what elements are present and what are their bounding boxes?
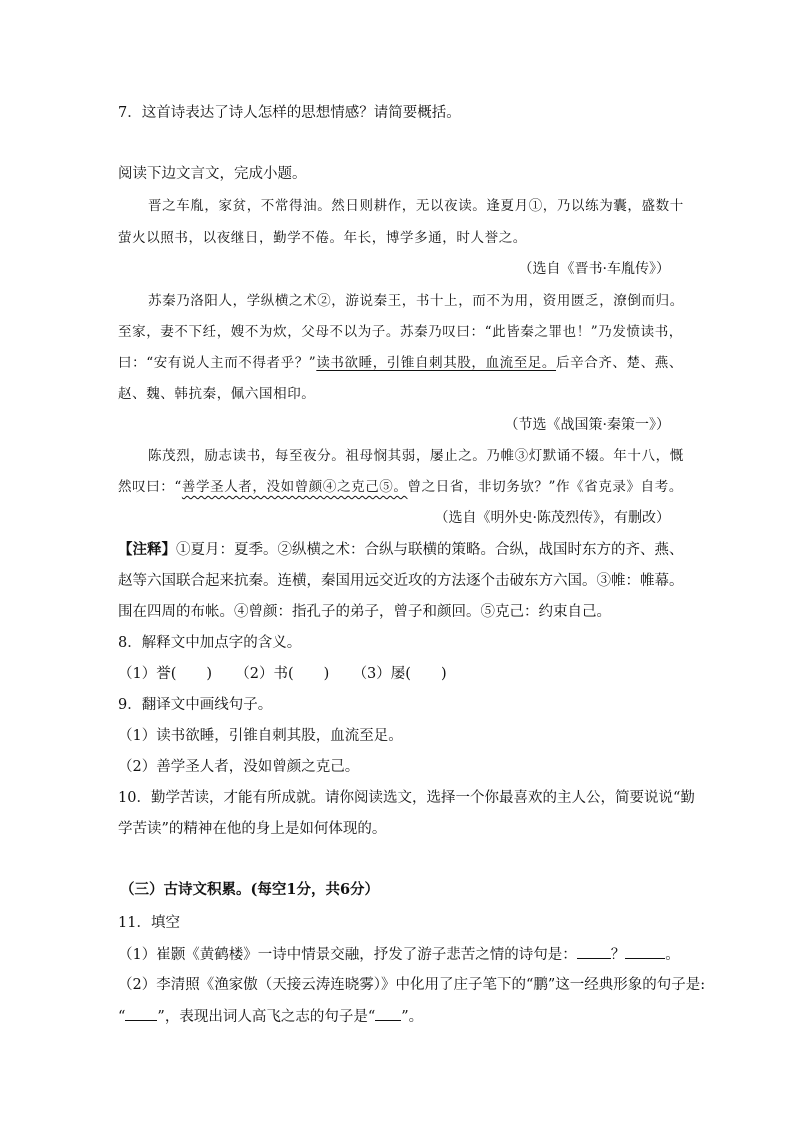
passage1-source: （选自《晋书·车胤传》）	[518, 261, 670, 277]
q11-item2-blank-1[interactable]	[125, 1006, 157, 1021]
passage3-line2-post: 曾之日省，非切务欤？”作《省克录》自考。	[407, 479, 683, 495]
q11-item2-line1: （2）李清照《渔家傲（天接云涛连晓雾）》中化用了庄子笔下的“鹏”这一经典形象的句子是:	[118, 977, 706, 993]
question-10-line1: 10．勤学苦读，才能有所成就。请你阅读选文，选择一个你最喜欢的主人公，简要说说“勤	[118, 790, 695, 806]
question-8-title: 8．解释文中加点字的含义。	[118, 635, 302, 651]
q8-item1-close: )	[206, 666, 213, 682]
notes-line3: 围在四周的布帐。④曾颜：指孔子的弟子，曾子和颜回。⑤克己：约束自己。	[118, 604, 611, 620]
passage2-line3-post: 后辛合齐、楚、燕、	[556, 355, 683, 371]
q11-item1-mid: ？	[610, 947, 626, 963]
q8-item2-close: )	[323, 666, 330, 682]
passage2-source: （节选《战国策·秦策一》）	[504, 417, 670, 433]
question-8-items	[118, 664, 447, 684]
q11-item2-line2	[118, 1006, 423, 1027]
question-9-title: 9．翻译文中画线句子。	[118, 697, 273, 713]
section-3-heading: （三）古诗文积累。(每空1分，共6分）	[120, 881, 380, 898]
q8-item3: （3）屡(	[352, 666, 411, 682]
passage1-line2: 萤火以照书，以夜继日，勤学不倦。年长，博学多通，时人誉之。	[118, 230, 527, 246]
q9-item2: （2）善学圣人者，没如曾颜之克己。	[118, 759, 360, 775]
notes-line2: 赵等六国联合起来抗秦。连横，秦国用远交近攻的方法逐个击破东方六国。③帷：帷幕。	[118, 573, 684, 589]
passage3-source: （选自《明外史·陈茂烈传》，有删改）	[434, 510, 670, 526]
passage2-line3	[118, 353, 683, 373]
passage2-line1: 苏秦乃洛阳人，学纵横之术②，游说秦王，书十上，而不为用，资用匮乏，潦倒而归。	[148, 293, 684, 309]
q11-item2-end: ”。	[401, 1009, 424, 1025]
q11-item1-end: 。	[665, 947, 680, 963]
q9-item1: （1）读书欲睡，引锥自刺其股，血流至足。	[118, 728, 403, 744]
passage2-underlined-sentence: 读书欲睡，引锥自刺其股，血流至足。	[316, 355, 557, 371]
question-10-line2: 学苦读”的精神在他的身上是如何体现的。	[118, 821, 387, 837]
q11-item2-blank-2[interactable]	[375, 1006, 401, 1021]
q11-item2-mid: ”，表现出词人高飞之志的句子是“	[157, 1009, 376, 1025]
q11-item1-blank-2[interactable]	[625, 944, 665, 959]
passage1-line1: 晋之车胤，家贫，不常得油。然日则耕作，无以夜读。逢夏月①，乃以练为囊，盛数十	[148, 198, 684, 214]
passage2-line4: 赵、魏、韩抗秦，佩六国相印。	[118, 386, 316, 402]
passage3-line1: 陈茂烈，励志读书，每至夜分。祖母悯其弱，屡止之。乃帷③灯默诵不辍。年十八，慨	[148, 448, 684, 464]
q11-item2-open-quote: “	[118, 1009, 126, 1025]
passage2-line3-pre: 曰：“安有说人主而不得者乎？”	[118, 355, 317, 371]
notes-line1-text: ①夏月：夏季。②纵横之术：合纵与联横的策略。合纵，战国时东方的齐、燕、	[176, 542, 684, 558]
question-11-title: 11．填空	[118, 915, 180, 931]
passage3-underlined-sentence: 善学圣人者，没如曾颜④之克己⑤。	[181, 479, 408, 495]
q11-item1-blank-1[interactable]	[577, 944, 611, 959]
q8-item3-close: )	[440, 666, 447, 682]
question-7: 7．这首诗表达了诗人怎样的思想情感？请简要概括。	[118, 105, 461, 121]
notes-label: 【注释】	[118, 541, 176, 558]
q11-item1	[118, 944, 680, 965]
q8-item2: （2）书(	[235, 666, 294, 682]
passage3-line2	[118, 477, 683, 497]
passage3-line2-pre: 然叹曰：“	[118, 479, 182, 495]
q11-item1-text: （1）崔颢《黄鹤楼》一诗中情景交融，抒发了游子悲苦之情的诗句是：	[118, 947, 577, 963]
notes-line1	[118, 540, 684, 560]
q8-item1: （1）誉(	[118, 666, 177, 682]
reading-intro: 阅读下边文言文，完成小题。	[118, 166, 307, 182]
passage2-line2: 至家，妻不下纴，嫂不为炊，父母不以为子。苏秦乃叹曰：“此皆秦之罪也！”乃发愤读书，	[118, 324, 683, 340]
